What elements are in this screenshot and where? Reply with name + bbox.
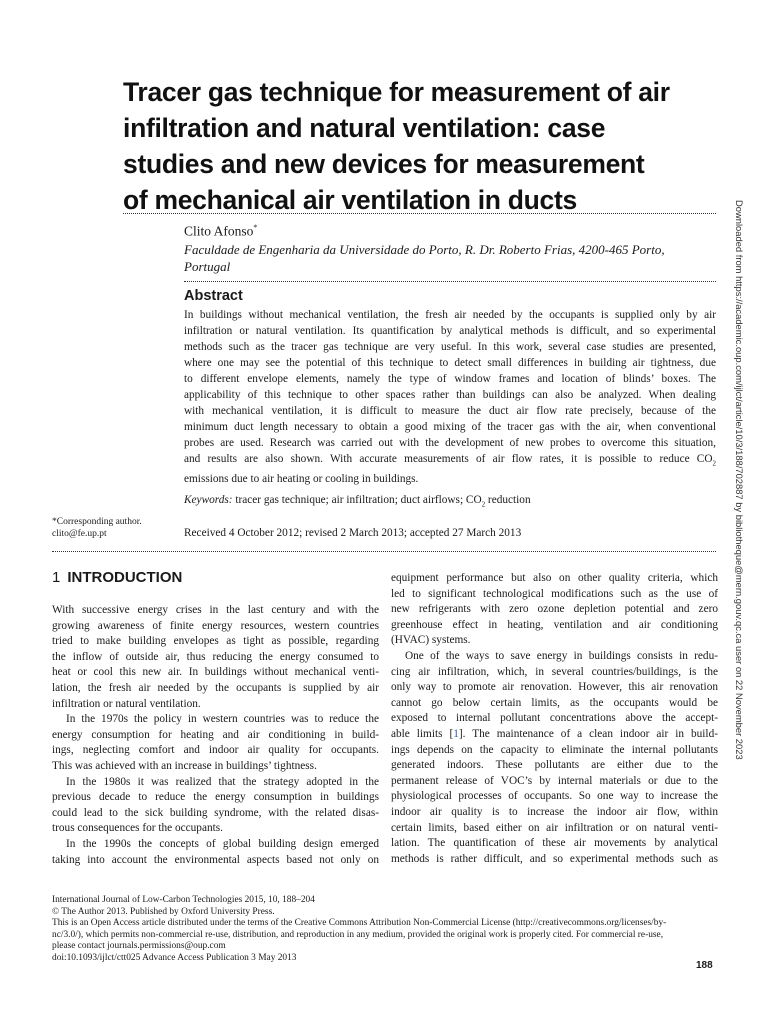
corresponding-email[interactable]: clito@fe.up.pt xyxy=(52,529,107,539)
footer-line: © The Author 2013. Published by Oxford University Press. xyxy=(52,906,275,917)
body-line: the inflow of outside air, thus reducing the energy consumed to xyxy=(52,650,379,663)
section-number: 1 xyxy=(52,569,61,586)
keywords: Keywords: tracer gas technique; air infiltration; duct airflows; $CO_2$ reduction xyxy=(184,494,531,509)
received-dates: Received 4 October 2012; revised 2 March 2013; accepted 27 March 2013 xyxy=(184,527,522,539)
body-line: greenhouse effect in heating, ventilation and air conditioning xyxy=(391,618,718,631)
title-divider xyxy=(123,213,716,214)
abstract-heading: Abstract xyxy=(184,288,243,304)
section-divider xyxy=(52,551,716,552)
citation-link[interactable]: 1 xyxy=(453,727,459,740)
article-title xyxy=(123,74,723,218)
affiliation-line: Portugal xyxy=(184,259,231,274)
body-line: able limits [1]. The maintenance of a clean indoor air in build- xyxy=(391,727,718,740)
abstract-line: minimum duct length necessary to obtain a good mixing of the tracer gas with the air, when conventional xyxy=(184,421,716,433)
abstract-line: where one may see the potential of this technique to detect small differences in building air tightness, due xyxy=(184,357,716,369)
abstract-line: with mechanical ventilation, it is difficult to measure the duct air flow rate precisely, because of the xyxy=(184,405,716,417)
title-line: Tracer gas technique for measurement of air xyxy=(123,77,670,107)
abstract-line: and results are also shown. With accurate measurements of air flow rates, it is possible to reduce $CO_2$ xyxy=(184,453,716,468)
body-line: permanent release of VOC’s by internal materials or due to the xyxy=(391,774,718,787)
body-line: In the 1970s the policy in western countries was to reduce the xyxy=(66,713,379,726)
body-line: cannot go below certain limits, as the occupants would be xyxy=(391,696,718,709)
section-title: INTRODUCTION xyxy=(67,569,183,586)
title-line: of mechanical air ventilation in ducts xyxy=(123,185,577,215)
body-line: In the 1980s it was realized that the strategy adopted in the xyxy=(66,775,379,788)
abstract-body xyxy=(184,307,716,487)
body-line: equipment performance but also on other quality criteria, which xyxy=(391,572,718,584)
body-line: ings, neglecting comfort and indoor air quality for occupants. xyxy=(52,744,379,757)
body-line: new refrigerants with zero ozone depletion potential and zero xyxy=(391,603,718,616)
abstract-line: methods such as the tracer gas technique are very useful. In this work, several case studies are presented, xyxy=(184,341,716,353)
body-line: heat or cool this new air. In buildings without mechanical venti- xyxy=(52,666,379,679)
keywords-label: Keywords: xyxy=(184,494,233,506)
body-line: generated indoors. These pollutants are either due to the xyxy=(391,759,718,772)
body-line: growing awareness of finite energy resources, western countries xyxy=(52,619,379,632)
affiliation-line: Faculdade de Engenharia da Universidade do Porto, R. Dr. Roberto Frias, 4200-465 Porto, xyxy=(184,242,665,257)
affiliation xyxy=(184,241,714,275)
footer-line: doi:10.1093/ijlct/ctt025 Advance Access Publication 3 May 2013 xyxy=(52,952,297,963)
page-number: 188 xyxy=(696,960,713,971)
abstract-line: probes are used. Research was carried out with the development of new probes to overcome this situation, xyxy=(184,437,716,449)
body-line: previous decade to reduce the energy consumption in buildings xyxy=(52,791,379,804)
affiliation-divider xyxy=(184,281,716,282)
footer-line: please contact journals.permissions@oup.com xyxy=(52,941,226,952)
download-watermark: Downloaded from https://academic.oup.com/ijlct/article/10/3/188/702887 by bibliotheque@mern.gouv.qc.ca user on 22 November 2023 xyxy=(734,200,745,760)
body-line: methods is rather difficult, and so experimental methods such as xyxy=(391,852,718,865)
corresponding-author: *Corresponding author. clito@fe.up.pt xyxy=(52,517,142,539)
author-mark: * xyxy=(253,223,258,232)
title-line: studies and new devices for measurement xyxy=(123,149,645,179)
body-line: taking into account the environmental aspects based not only on xyxy=(52,853,379,866)
body-line: energy consumption for heating and air conditioning in build- xyxy=(52,728,379,741)
body-line: tried to make building envelopes as tight as possible, regarding xyxy=(52,635,379,648)
body-line: ings depends on the capacity to eliminate the internal pollutants xyxy=(391,743,718,756)
body-line: This was achieved with an increase in buildings’ tightness. xyxy=(52,759,317,772)
body-column-right xyxy=(391,571,718,867)
footer-line: nc/3.0/), which permits non-commercial re-use, distribution, and reproduction in any medium, provided the original work is properly cited. For commercial re-use, xyxy=(52,929,664,940)
body-line: lation, the fresh air needed by the occupants is supplied by air xyxy=(52,681,379,694)
title-line: infiltration and natural ventilation: case xyxy=(123,113,606,143)
body-line: One of the ways to save energy in buildings consists in redu- xyxy=(405,649,718,662)
footer-notice xyxy=(52,895,717,965)
body-line: trous consequences for the occupants. xyxy=(52,822,223,835)
body-line: only way to promote air renovation. However, this air renovation xyxy=(391,681,718,694)
abstract-line: In buildings without mechanical ventilation, the fresh air needed by the occupants is supplied only by air xyxy=(184,309,716,321)
footer-line: This is an Open Access article distributed under the terms of the Creative Commons Attribution Non-Commercial License (http://creativecommons.org/licenses/by- xyxy=(52,918,667,929)
body-line: (HVAC) systems. xyxy=(391,634,471,647)
body-line: cing air infiltration, which, in several countries/buildings, is the xyxy=(391,665,718,678)
body-line: could lead to the sick building syndrome, with the related disas- xyxy=(52,806,379,819)
author-name: Clito Afonso* xyxy=(184,223,258,239)
abstract-line: emissions due to air heating or cooling in buildings. xyxy=(184,473,419,486)
body-line: certain limits, based either on air infiltration or on natural venti- xyxy=(391,821,718,834)
body-line: lation. The quantification of these air movements by analytical xyxy=(391,837,718,850)
body-line: exposed to internal pollutant concentrations above the accept- xyxy=(391,712,718,725)
body-line: led to significant technological modifications such as the use of xyxy=(391,587,718,600)
body-line: infiltration or natural ventilation. xyxy=(52,697,201,710)
footer-line: International Journal of Low-Carbon Technologies 2015, 10, 188–204 xyxy=(52,895,315,905)
abstract-line: applicability of this technique to other spaces rather than buildings can also be analyzed. When dealing xyxy=(184,389,716,401)
body-line: indoor air quality is to increase the indoor air flow, within xyxy=(391,805,718,818)
body-line: physiological processes of occupants. So one way to increase the xyxy=(391,790,718,803)
section-heading xyxy=(52,569,182,586)
abstract-line: infiltration or natural ventilation. Its quantification by analytical methods is difficult, and so experimental xyxy=(184,325,716,337)
body-column-left xyxy=(52,603,379,868)
body-line: In the 1990s the concepts of global building design emerged xyxy=(66,837,379,850)
abstract-line: to different envelope elements, namely the type of window frames and location of blinds’ boxes. The xyxy=(184,373,716,385)
body-line: With successive energy crises in the last century and with the xyxy=(52,604,379,616)
